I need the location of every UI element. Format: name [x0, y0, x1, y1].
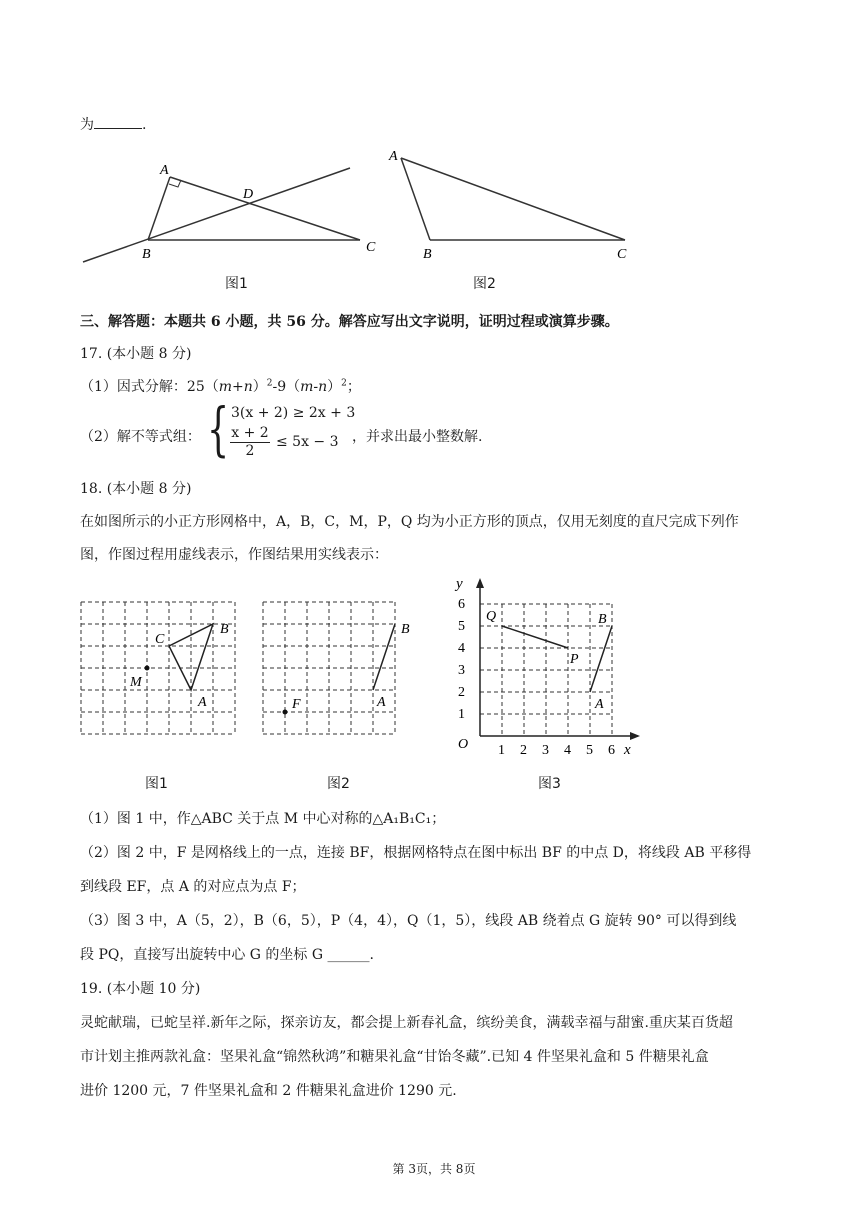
q18-fig3-label-o: O: [458, 737, 469, 752]
answer-blank: [94, 116, 142, 129]
q17-part1: [80, 376, 361, 396]
q18-fig3-xtick-3: 3: [542, 743, 549, 758]
q17-part2-suffix: ，并求出最小整数解.: [352, 429, 483, 445]
q19-header: 19. (本小题 10 分): [80, 981, 201, 997]
q17-ineq2-den: 2: [245, 443, 255, 459]
q17-part1-exp1: 2: [266, 378, 273, 389]
q18-fig2-label-f: F: [292, 697, 301, 712]
q18-fig3-label-p: P: [570, 652, 579, 667]
q18-fig1-label-m: M: [130, 675, 142, 690]
fig1-top-label-b: B: [142, 247, 151, 262]
fig1-top-label-d: D: [243, 187, 254, 202]
q18-part3-a: （3）图 3 中，A（5，2），B（6，5），P（4，4），Q（1，5），线段 AB 绕着点 G 旋转 90° 可以得到线: [80, 913, 737, 929]
q17-part1-exp2: 2: [341, 378, 347, 389]
top-line-suffix: .: [142, 117, 147, 133]
q18-header: 18. (本小题 8 分): [80, 481, 192, 497]
q17-part1-mid2: -9（: [272, 379, 301, 395]
q17-part1-tail: ；: [346, 379, 361, 395]
q18-figure-2: [252, 590, 427, 750]
q19-line-1: 灵蛇献瑞，已蛇呈祥.新年之际，探亲访友，都会提上新春礼盒，缤纷美食，满载幸福与甜蜜.重庆某百货超: [80, 1015, 733, 1031]
q18-part3-b: 段 PQ，直接写出旋转中心 G 的坐标 G ______.: [80, 947, 374, 963]
q18-figure-3: [440, 570, 660, 760]
q18-fig3-xtick-6: 6: [608, 743, 615, 758]
top-figure-1: [80, 150, 380, 270]
q18-fig3-label-q: Q: [486, 609, 497, 624]
fig2-top-label-a: A: [389, 149, 398, 164]
q18-part2-a: （2）图 2 中，F 是网格线上的一点，连接 BF，根据网格特点在图中标出 BF 的中点 D，将线段 AB 平移得: [80, 845, 752, 861]
q18-fig3-ytick-1: 1: [458, 707, 465, 722]
q17-ineq2-num: x + 2: [231, 425, 269, 441]
top-line: [80, 114, 146, 134]
q17-ineq2-rhs: ≤ 5x − 3: [276, 434, 339, 450]
q18-fig1-label-b: B: [220, 622, 229, 637]
q18-fig3-xtick-5: 5: [586, 743, 593, 758]
q19-line-3: 进价 1200 元，7 件坚果礼盒和 2 件糖果礼盒进价 1290 元.: [80, 1083, 457, 1099]
top-figure-2: [385, 140, 645, 260]
q17-header: 17. (本小题 8 分): [80, 346, 192, 362]
q18-fig3-ytick-2: 2: [458, 685, 465, 700]
system-brace: {: [207, 395, 230, 463]
q18-fig3-ytick-4: 4: [458, 641, 465, 656]
fig1-top-label-a: A: [160, 163, 169, 178]
q17-part1-m2: m-n: [300, 379, 328, 395]
q18-fig1-label-a: A: [198, 695, 207, 710]
q18-intro-1: 在如图所示的小正方形网格中，A，B，C，M，P，Q 均为小正方形的顶点，仅用无刻度的直尺完成下列作: [80, 514, 739, 530]
fig2-top-label-b: B: [423, 247, 432, 260]
fig1-top-caption: 图1: [225, 276, 248, 292]
q17-part1-end: ）: [327, 379, 342, 395]
q18-fig3-ytick-6: 6: [458, 597, 465, 612]
q18-fig2-caption: 图2: [327, 776, 350, 792]
q18-figure-1: [70, 590, 245, 750]
q18-fig3-xtick-1: 1: [498, 743, 505, 758]
fig2-top-label-c: C: [617, 247, 627, 260]
q18-fig3-label-a: A: [595, 697, 604, 712]
q18-fig3-ytick-5: 5: [458, 619, 465, 634]
q18-fig2-label-a: A: [377, 695, 386, 710]
q17-part2-prefix: （2）解不等式组：: [80, 429, 201, 445]
q18-fig3-label-b: B: [598, 612, 607, 627]
q18-fig3-label-x: x: [624, 742, 631, 758]
q17-ineq2-fraction: [230, 425, 270, 460]
q18-fig3-ytick-3: 3: [458, 663, 465, 678]
q17-ineq1: 3(x + 2) ≥ 2x + 3: [231, 405, 356, 421]
q18-fig1-caption: 图1: [145, 776, 168, 792]
q18-fig3-xtick-4: 4: [564, 743, 571, 758]
q17-part1-prefix: （1）因式分解：25（: [80, 379, 219, 395]
q17-part1-mid: ）: [252, 379, 267, 395]
page-footer: 第 3页，共 8页: [392, 1162, 476, 1176]
section-3-heading: 三、解答题：本题共 6 小题，共 56 分。解答应写出文字说明，证明过程或演算步骤。: [80, 314, 619, 330]
q18-fig2-label-b: B: [401, 622, 410, 637]
q18-fig3-xtick-2: 2: [520, 743, 527, 758]
fig2-top-caption: 图2: [473, 276, 496, 292]
top-line-prefix: 为: [80, 117, 94, 133]
q18-part2-b: 到线段 EF，点 A 的对应点为点 F；: [80, 879, 306, 895]
q17-part1-m1: m+n: [218, 379, 253, 395]
q18-fig1-label-c: C: [155, 632, 165, 647]
q19-line-2: 市计划主推两款礼盒：坚果礼盒“锦然秋鸿”和糖果礼盒“甘饴冬藏”.已知 4 件坚果礼盒和 5 件糖果礼盒: [80, 1049, 709, 1065]
q18-fig3-label-y: y: [456, 576, 463, 592]
q18-intro-2: 图，作图过程用虚线表示，作图结果用实线表示：: [80, 547, 388, 563]
q18-fig3-caption: 图3: [538, 776, 561, 792]
fig1-top-label-c: C: [366, 240, 376, 255]
q18-part1: （1）图 1 中，作△ABC 关于点 M 中心对称的△A₁B₁C₁；: [80, 811, 446, 827]
